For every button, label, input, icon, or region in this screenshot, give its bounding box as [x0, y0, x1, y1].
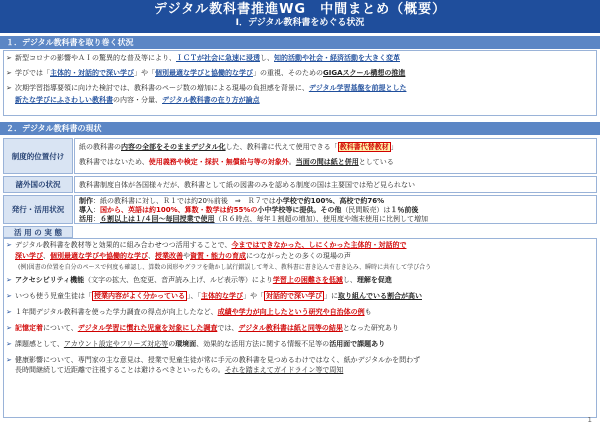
row-institutional: 紙の教科書の内容の全部をそのままデジタル化した、教科書に代えて使用できる「 教科書代替教材 」 教科書ではないため、使用義務や検定・採択・無償給与等の対象外。当面の間は紙と併用としている	[74, 138, 597, 174]
usage-reality-header: 活 用 の 実 態	[3, 226, 73, 238]
usage-item-3: ➢ いつも使う児童生徒は「 授業内容がよく分かっている 」、「主体的な学び」や「 対話的で深い学び 」に取り組んでいる割合が高い	[6, 292, 422, 300]
usage-item-1-cont: 深い学び、個別最適な学びや協働的な学び、授業改善や資質・能力の育成につながったとの多くの現場の声	[15, 252, 351, 260]
usage-item-5: ➢ 記憶定着について、デジタル学習に慣れた児童を対象にした調査では、デジタル教科書は紙と同等の結果となった研究あり	[6, 324, 399, 332]
usage-item-4: ➢ １年間デジタル教科書を使った学力調査の得点が向上したなど、成績や学力が向上したという研究や自治体の例も	[6, 308, 372, 316]
usage-item-7-cont: 長時間継続して近距離で注視することは避けるべきといったもの。それを踏まえてガイドライン等で周知	[15, 366, 344, 374]
sec1-item-1: ➢ 新型コロナの影響やＡＩの驚異的な普及等により、ＩＣＴが社会に急速に浸透し、知的活動や社会・経済活動を大きく変革	[6, 54, 400, 62]
arrow-bullet-icon: ➢	[6, 276, 12, 284]
arrow-bullet-icon: ➢	[6, 69, 12, 77]
section-header-1: １．デジタル教科書を取り巻く状況	[0, 36, 600, 49]
label-issue-usage: 発行・活用状況	[3, 195, 73, 224]
sec1-item-2: ➢ 学びでは「主体的・対話的で深い学び」や「個別最適な学びと協働的な学び」の重視、そのためのGIGAスクール構想の推進	[6, 69, 406, 77]
arrow-bullet-icon: ➢	[6, 340, 12, 348]
usage-item-1: ➢ デジタル教科書を教材等と効果的に組み合わせつつ活用することで、今まではできなかった、しにくかった主体的・対話的で	[6, 241, 407, 249]
usage-item-7: ➢ 健康影響について、専門家の主な意見は、授業で児童生徒が常に手元の教科書を見つめるわけではなく、紙かデジタルかを問わず	[6, 356, 421, 364]
usage-item-2: ➢ アクセシビリティ機能（文字の拡大、色変更、音声読み上げ、ルビ表示等）により学習上の困難さを低減し、理解を促進	[6, 276, 392, 284]
section-header-2: ２．デジタル教科書の現状	[0, 122, 600, 135]
usage-example-note: (例)図書の位置を自分のペースで何度も確認し、算数の図形やグラフを動かし試行錯誤して考え、教科書に書き込んで書き込み、瞬時に共有して学び合う	[18, 264, 432, 271]
usage-item-6: ➢ 課題感として、アカウント設定やフリーズ対応等の環境面、効果的な活用方法に関する情報不足等の活用面で課題あり	[6, 340, 386, 348]
arrow-bullet-icon: ➢	[6, 54, 12, 62]
label-overseas: 諸外国の状況	[3, 176, 73, 193]
row-issue-usage: 制作：紙の教科書に対し、Ｒ１では約20％前後 ⇒ Ｒ７では小学校で約100%、高校で約76% 導入：国から、英語は約100%、算数・数学は約55%の小中学校等に提供。その他（民間販売）は１％前後 活用：６割以上は１/４回～毎回授業で使用（Ｒ６時点、毎年１割超の増加）、使用度や端末使用に比例して増加	[74, 195, 597, 224]
title-bar	[0, 0, 600, 33]
arrow-bullet-icon: ➢	[6, 84, 12, 92]
page-number: 1	[587, 416, 592, 424]
row-overseas: 教科書制度自体が各国様々だが、教科書として紙の図書のみを認める制度の国は主要国では殆ど見られない	[74, 176, 597, 193]
arrow-bullet-icon: ➢	[6, 292, 12, 300]
page-subtitle: Ⅰ．デジタル教科書をめぐる状況	[235, 18, 365, 28]
sec1-item-3-cont: 新たな学びにふさわしい教科書の内容・分量、デジタル教科書の在り方が論点	[15, 96, 260, 104]
arrow-bullet-icon: ➢	[6, 324, 12, 332]
page-title: デジタル教科書推進WG 中間まとめ（概要）	[153, 2, 447, 17]
label-institutional: 制度的位置付け	[3, 138, 73, 174]
arrow-bullet-icon: ➢	[6, 241, 12, 249]
arrow-bullet-icon: ➢	[6, 356, 12, 364]
arrow-bullet-icon: ➢	[6, 308, 12, 316]
sec1-item-3: ➢ 次期学習指導要領に向けた検討では、教科書のページ数の増加による現場の負担感を背景に、デジタル学習基盤を前提とした	[6, 84, 407, 92]
